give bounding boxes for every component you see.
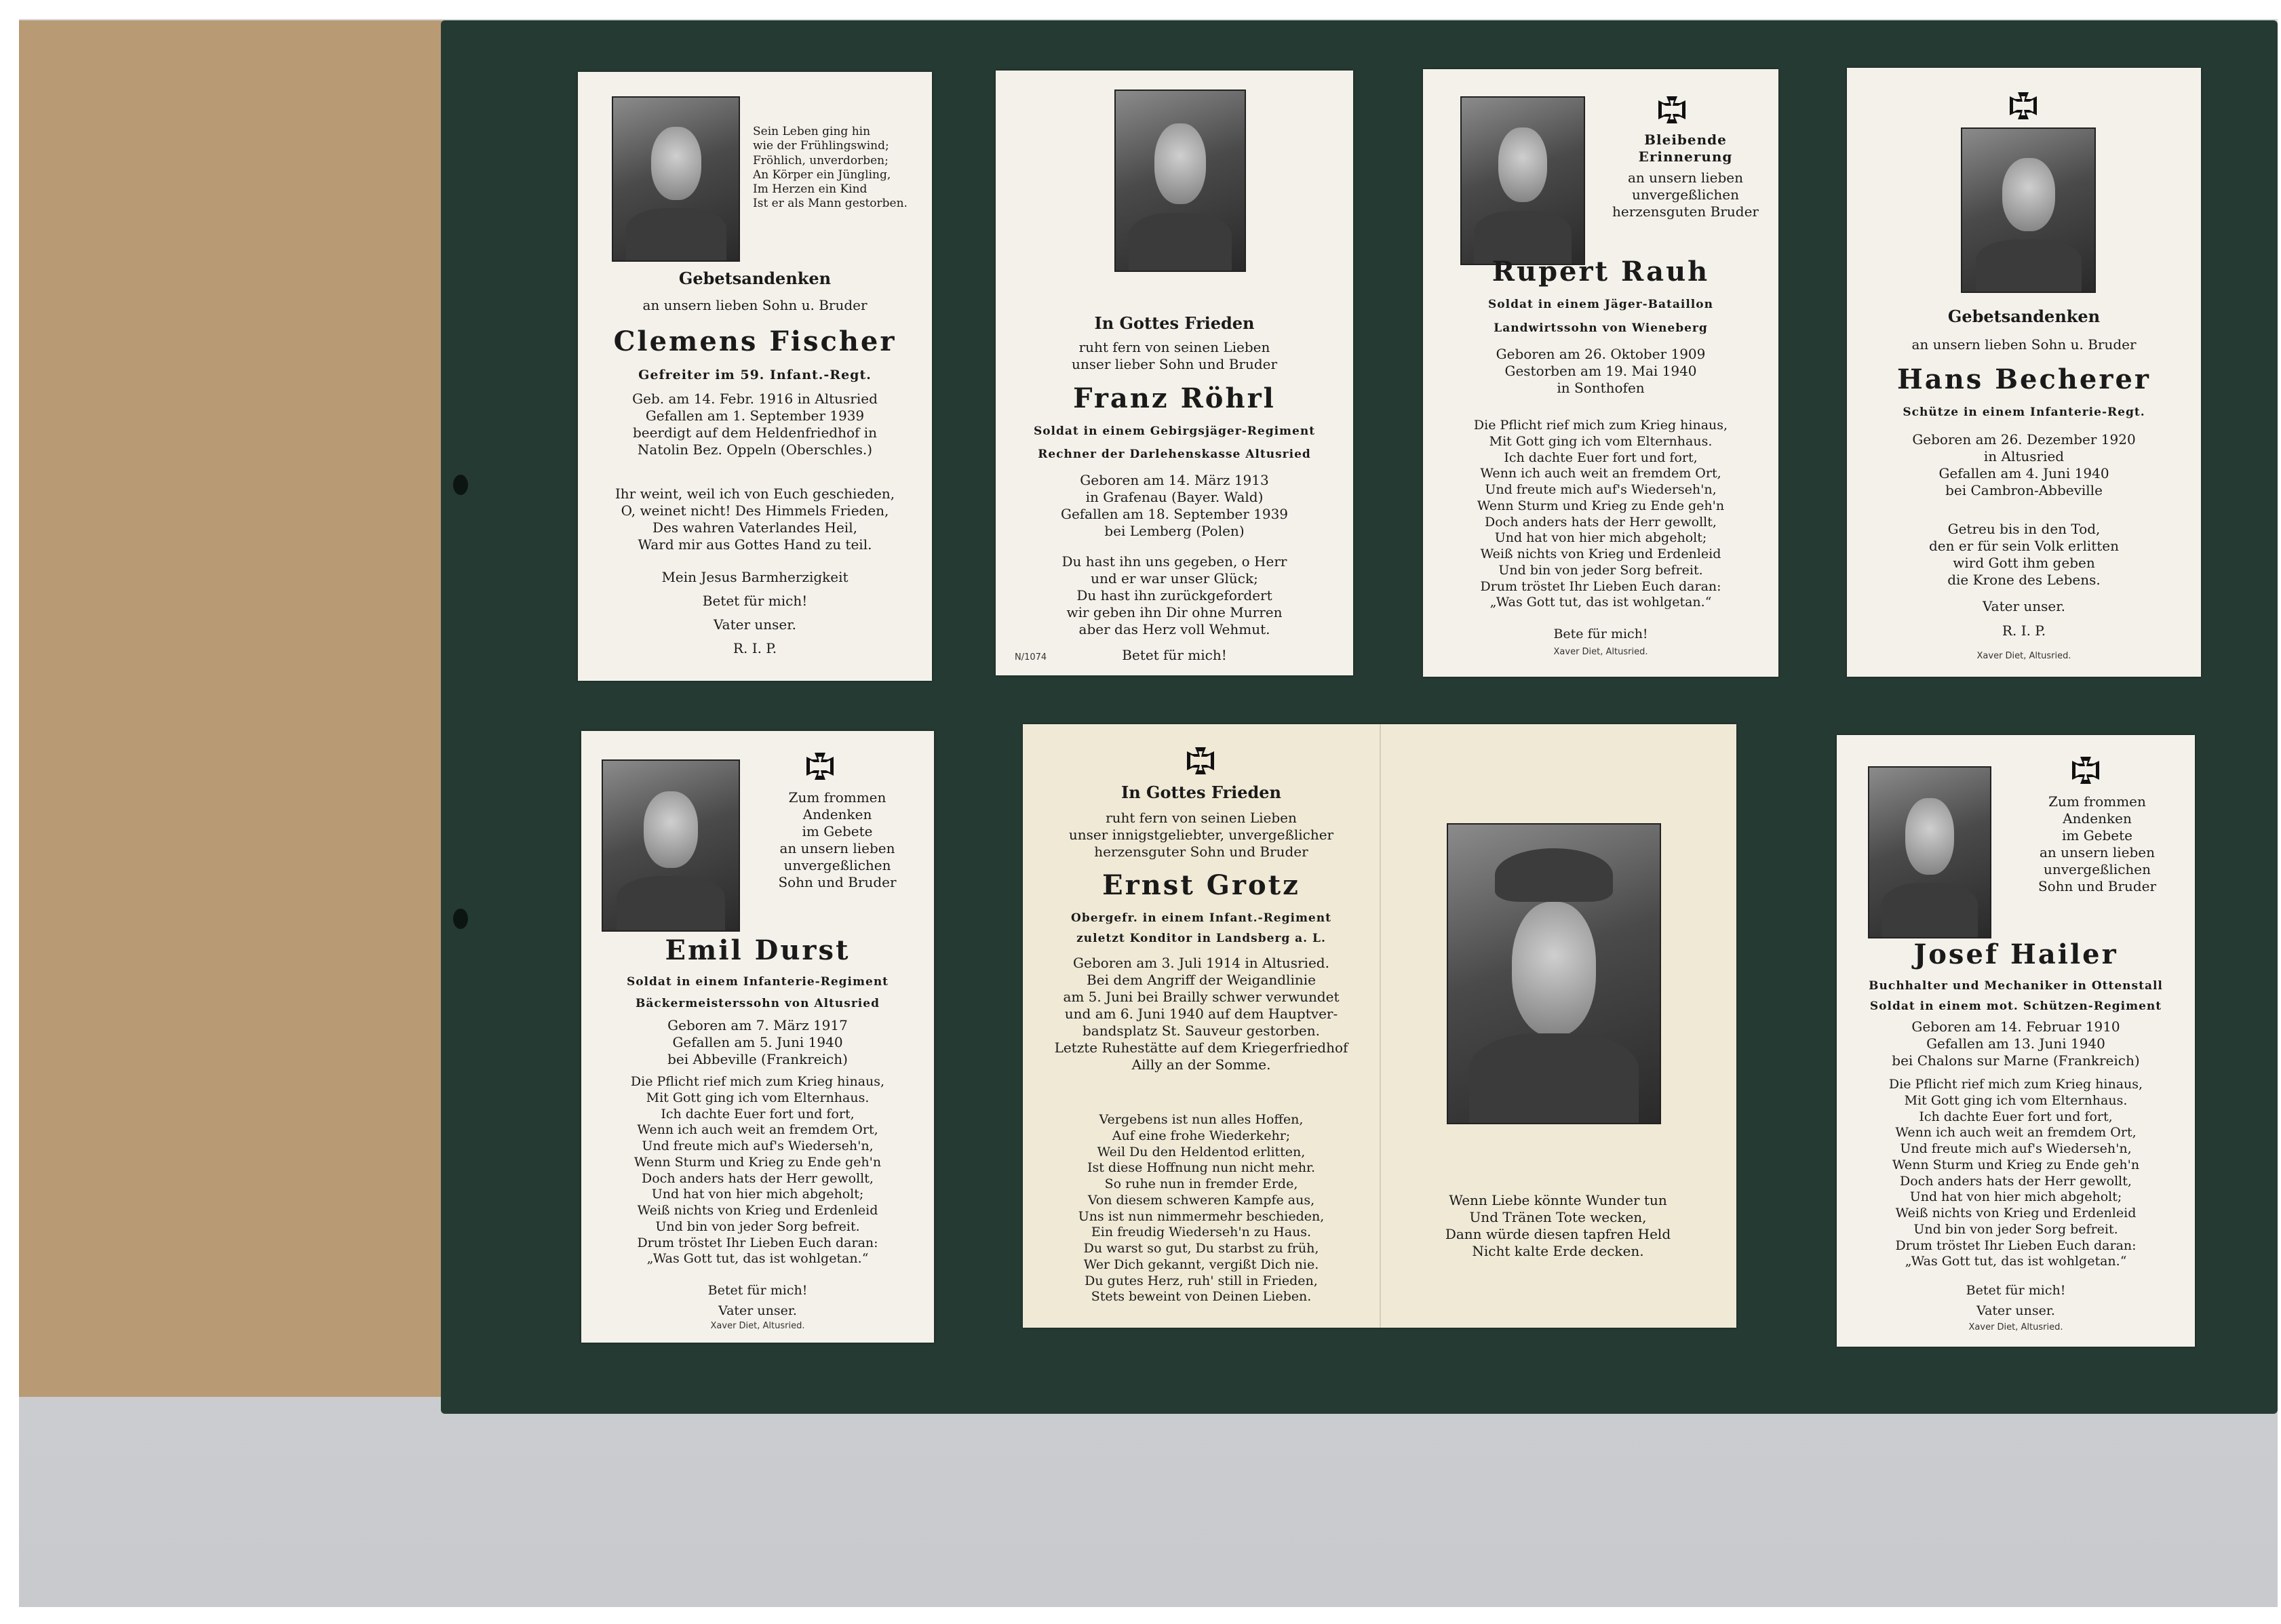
verse-line: Drum tröstet Ihr Lieben Euch daran: (637, 1235, 878, 1250)
verse-line: Und bin von jeder Sorg befreit. (1913, 1221, 2118, 1237)
verse-right (1380, 1192, 1736, 1260)
heading (741, 789, 934, 891)
portrait-photo (1460, 96, 1585, 265)
rank: Obergefr. in einem Infant.-Regiment (1071, 911, 1331, 925)
detail-line: Ailly an der Somme. (1131, 1056, 1271, 1073)
detail-line: Natolin Bez. Oppeln (Oberschles.) (637, 441, 873, 458)
verse (996, 553, 1353, 638)
closing (581, 1280, 934, 1322)
heading: Gebetsandenken (1947, 306, 2101, 326)
printer: Xaver Diet, Altusried. (1968, 1322, 2063, 1332)
deceased-name: Ernst Grotz (1102, 869, 1300, 901)
detail-line: bei Abbeville (Frankreich) (667, 1051, 848, 1067)
rank: Soldat in einem Infanterie-Regiment (626, 975, 889, 989)
heading-line: im Gebete (2061, 827, 2133, 844)
life-details (1423, 346, 1778, 397)
detail-line: Geboren am 14. Februar 1910 (1911, 1018, 2120, 1035)
verse-line: Ein freudig Wiederseh'n zu Haus. (1091, 1225, 1312, 1240)
verse-line: Ist diese Hoffnung nun nicht mehr. (1087, 1160, 1316, 1176)
detail-line: bei Cambron-Abbeville (1945, 482, 2103, 498)
closing-line: Bete für mich! (1553, 627, 1648, 641)
binder-hole-top (453, 475, 468, 495)
heading-line: Bleibende (1644, 132, 1727, 148)
verse-line: wird Gott ihm geben (1953, 555, 2095, 571)
dedication-line: unser lieber Sohn und Bruder (1071, 356, 1278, 372)
deceased-name: Emil Durst (665, 934, 851, 966)
verse-line: Nicht kalte Erde decken. (1472, 1243, 1644, 1259)
verse-line: Ihr weint, weil ich von Euch geschieden, (615, 486, 895, 502)
heading-line: Sohn und Bruder (778, 874, 897, 890)
verse-line: Mit Gott ging ich vom Elternhaus. (1489, 433, 1713, 449)
verse (1423, 418, 1778, 611)
heading-line: Zum frommen (788, 789, 886, 806)
deceased-name: Josef Hailer (1913, 938, 2118, 970)
verse-line: O, weinet nicht! Des Himmels Frieden, (621, 502, 889, 519)
heading (1593, 132, 1778, 165)
verse-line: Uns ist nun nimmermehr beschieden, (1078, 1208, 1325, 1224)
verse-line: Doch anders hats der Herr gewollt, (1485, 514, 1717, 530)
binder-hole-bottom (453, 909, 468, 929)
rank: Soldat in einem Gebirgsjäger-Regiment (1033, 424, 1316, 438)
iron-cross-icon (1657, 95, 1687, 125)
verse-line: Und bin von jeder Sorg befreit. (1498, 562, 1703, 578)
detail-line: Bei dem Angriff der Weigandlinie (1087, 972, 1316, 988)
detail-line: und am 6. Juni 1940 auf dem Hauptver- (1064, 1006, 1338, 1022)
dedication-line: ruht fern von seinen Lieben (1106, 810, 1297, 826)
verse-line: aber das Herz voll Wehmut. (1078, 621, 1270, 637)
memorial-card-hailer (1837, 735, 2195, 1347)
verse (578, 486, 932, 553)
verse-line: Wer Dich gekannt, vergißt Dich nie. (1083, 1256, 1319, 1272)
verse-line: Dann würde diesen tapfren Held (1445, 1226, 1671, 1242)
heading (2000, 793, 2195, 895)
verse-line: Stets beweint von Deinen Lieben. (1091, 1289, 1312, 1305)
memorial-card-fischer (578, 72, 932, 681)
verse-line: Die Pflicht rief mich zum Krieg hinaus, (630, 1074, 885, 1089)
verse-line: Ich dachte Euer fort und fort, (661, 1106, 855, 1122)
verse-line: Ich dachte Euer fort und fort, (1919, 1109, 2113, 1124)
dedication: an unsern lieben Sohn u. Bruder (642, 297, 867, 313)
verse-line: Und freute mich auf's Wiederseh'n, (642, 1138, 874, 1153)
verse-line: Wenn Sturm und Krieg zu Ende geh'n (1477, 498, 1725, 513)
heading-line: Zum frommen (2048, 793, 2146, 810)
memorial-card-roehrl (996, 71, 1353, 675)
memorial-card-becherer (1847, 68, 2201, 677)
closing (996, 647, 1353, 663)
verse-line: die Krone des Lebens. (1947, 572, 2101, 588)
portrait-photo (602, 759, 740, 932)
detail-line: bei Lemberg (Polen) (1104, 523, 1245, 539)
verse (581, 1074, 934, 1267)
verse-line: Die Pflicht rief mich zum Krieg hinaus, (1888, 1077, 2143, 1092)
verse-line: Du hast ihn uns gegeben, o Herr (1061, 553, 1287, 570)
verse-line: Und Tränen Tote wecken, (1469, 1209, 1647, 1225)
closing-line: Vater unser. (1983, 598, 2065, 614)
verse-line: Und hat von hier mich abgeholt; (1909, 1189, 2122, 1205)
closing (1837, 1280, 2195, 1322)
life-details (1837, 1018, 2195, 1069)
heading-line: im Gebete (802, 823, 873, 839)
heading-line: an unsern lieben (779, 840, 895, 856)
verse-line: Mit Gott ging ich vom Elternhaus. (646, 1090, 870, 1105)
detail-line: in Grafenau (Bayer. Wald) (1085, 489, 1264, 505)
detail-line: Geboren am 26. Dezember 1920 (1912, 431, 2136, 448)
dedication-line: unvergeßlichen (1631, 186, 1740, 203)
verse-line: Doch anders hats der Herr gewollt, (1900, 1173, 2132, 1189)
poem-line: Im Herzen ein Kind (753, 182, 867, 196)
verse-line: Weiß nichts von Krieg und Erdenleid (637, 1203, 878, 1218)
deceased-name: Franz Röhrl (1073, 382, 1276, 414)
detail-line: Geboren am 26. Oktober 1909 (1496, 346, 1706, 362)
verse-line: Drum tröstet Ihr Lieben Euch daran: (1895, 1237, 2137, 1253)
verse-line: Ich dachte Euer fort und fort, (1504, 450, 1698, 465)
closing-line: Betet für mich! (707, 1283, 808, 1298)
verse (1023, 1112, 1380, 1305)
verse-line: Weil Du den Heldentod erlitten, (1097, 1144, 1306, 1160)
closing-line: Betet für mich! (1966, 1283, 2066, 1298)
occupation: Bäckermeisterssohn von Altusried (636, 997, 880, 1010)
occupation: Landwirtssohn von Wieneberg (1494, 321, 1708, 335)
rank: Soldat in einem Jäger-Bataillon (1488, 298, 1713, 311)
verse-line: Weiß nichts von Krieg und Erdenleid (1480, 547, 1721, 561)
occupation: Rechner der Darlehenskasse Altusried (1038, 448, 1311, 461)
heading-line: unvergeßlichen (2043, 861, 2151, 877)
iron-cross-icon (2008, 91, 2038, 121)
portrait-photo (1114, 90, 1246, 272)
detail-line: bei Chalons sur Marne (Frankreich) (1892, 1052, 2140, 1069)
detail-line: Geb. am 14. Febr. 1916 in Altusried (632, 391, 878, 407)
verse-line: Die Pflicht rief mich zum Krieg hinaus, (1473, 418, 1728, 433)
verse-line: Von diesem schweren Kampfe aus, (1087, 1192, 1315, 1208)
detail-line: Letzte Ruhestätte auf dem Kriegerfriedhof (1054, 1039, 1348, 1056)
verse-line: Und bin von jeder Sorg befreit. (655, 1219, 860, 1234)
life-details (1847, 431, 2201, 499)
poem-line: wie der Frühlingswind; (753, 139, 889, 153)
deceased-name: Rupert Rauh (1492, 256, 1710, 288)
life-details (996, 472, 1353, 540)
life-details (1023, 955, 1380, 1073)
dedication-line: unser innigstgeliebter, unvergeßlicher (1068, 827, 1334, 843)
heading-line: Sohn und Bruder (2038, 878, 2157, 894)
poem-line: Ist er als Mann gestorben. (753, 197, 908, 211)
detail-line: Gefallen am 5. Juni 1940 (672, 1034, 843, 1050)
closing-line: Betet für mich! (702, 593, 808, 609)
verse-line: Wenn ich auch weit an fremdem Ort, (637, 1122, 878, 1138)
heading-line: an unsern lieben (2040, 844, 2155, 860)
heading: In Gottes Frieden (1121, 783, 1281, 802)
closing-line: Vater unser. (714, 616, 796, 633)
verse-line: Wenn Sturm und Krieg zu Ende geh'n (633, 1154, 882, 1170)
memorial-card-durst (581, 731, 934, 1343)
verse-line: Wenn ich auch weit an fremdem Ort, (1895, 1125, 2137, 1141)
verse-line: Vergebens ist nun alles Hoffen, (1099, 1112, 1304, 1127)
heading-line: Erinnerung (1638, 148, 1733, 165)
rank: Gefreiter im 59. Infant.-Regt. (638, 368, 872, 382)
verse-line: Und freute mich auf's Wiederseh'n, (1900, 1141, 2132, 1156)
verse-line: Und hat von hier mich abgeholt; (651, 1187, 864, 1202)
closing-line: R. I. P. (733, 640, 777, 656)
verse-line: Doch anders hats der Herr gewollt, (642, 1170, 874, 1186)
iron-cross-icon (2071, 755, 2101, 785)
closing (578, 566, 932, 660)
closing-line: Betet für mich! (1122, 647, 1227, 663)
verse (1847, 521, 2201, 589)
verse-line: Du warst so gut, Du starbst zu früh, (1083, 1241, 1319, 1256)
life-details (578, 391, 932, 458)
verse-line: Weiß nichts von Krieg und Erdenleid (1895, 1206, 2137, 1221)
verse-line: Wenn Liebe könnte Wunder tun (1449, 1192, 1667, 1208)
detail-line: in Altusried (1983, 448, 2065, 464)
heading-line: Andenken (2063, 810, 2132, 827)
dedication-line: herzensguten Bruder (1612, 203, 1759, 220)
closing-line: Mein Jesus Barmherzigkeit (661, 569, 849, 585)
printer: Xaver Diet, Altusried. (1553, 647, 1648, 657)
detail-line: Geboren am 3. Juli 1914 in Altusried. (1073, 955, 1329, 971)
deceased-name: Hans Becherer (1897, 363, 2151, 395)
heading-line: Andenken (802, 806, 872, 823)
verse-line: Und freute mich auf's Wiederseh'n, (1485, 482, 1717, 497)
verse-line: Und hat von hier mich abgeholt; (1494, 530, 1707, 546)
verse-line: „Was Gott tut, das ist wohlgetan.“ (1489, 595, 1712, 610)
verse-line: den er für sein Volk erlitten (1928, 538, 2120, 554)
detail-line: bandsplatz St. Sauveur gestorben. (1082, 1023, 1321, 1039)
print-code: N/1074 (1015, 652, 1047, 662)
verse-line: wir geben ihn Dir ohne Murren (1066, 604, 1283, 620)
poem-top (753, 125, 925, 212)
life-details (581, 1017, 934, 1068)
verse (1837, 1077, 2195, 1270)
portrait-photo (1868, 766, 1991, 938)
heading: In Gottes Frieden (1094, 313, 1255, 333)
detail-line: am 5. Juni bei Brailly schwer verwundet (1063, 989, 1340, 1005)
memorial-card-grotz (1023, 724, 1736, 1328)
verse-line: Des wahren Vaterlandes Heil, (652, 519, 857, 536)
closing (1423, 627, 1778, 641)
detail-line: Gefallen am 1. September 1939 (645, 408, 865, 424)
verse-line: Drum tröstet Ihr Lieben Euch daran: (1480, 578, 1721, 594)
dedication (996, 339, 1353, 373)
iron-cross-icon (1186, 746, 1215, 776)
verse-line: Ward mir aus Gottes Hand zu teil. (638, 536, 872, 553)
poem-line: Fröhlich, unverdorben; (753, 153, 889, 167)
detail-line: Gefallen am 4. Juni 1940 (1938, 465, 2109, 481)
dedication-line: an unsern lieben (1628, 170, 1743, 186)
verse-line: Mit Gott ging ich vom Elternhaus. (1904, 1092, 2128, 1108)
heading-line: unvergeßlichen (783, 857, 891, 873)
iron-cross-icon (805, 751, 835, 781)
detail-line: in Sonthofen (1557, 380, 1645, 396)
deceased-name: Clemens Fischer (613, 325, 897, 357)
rank: Buchhalter und Mechaniker in Ottenstall (1869, 979, 2163, 993)
detail-line: Geboren am 7. März 1917 (667, 1017, 848, 1033)
verse-line: „Was Gott tut, das ist wohlgetan.“ (646, 1251, 869, 1267)
rank: Schütze in einem Infanterie-Regt. (1903, 405, 2145, 419)
detail-line: beerdigt auf dem Heldenfriedhof in (632, 424, 878, 441)
detail-line: Gefallen am 13. Juni 1940 (1926, 1035, 2105, 1052)
occupation: Soldat in einem mot. Schützen-Regiment (1869, 999, 2162, 1013)
closing-line: R. I. P. (2002, 622, 2046, 639)
closing-line: Vater unser. (1976, 1303, 2055, 1319)
verse-line: „Was Gott tut, das ist wohlgetan.“ (1905, 1254, 2127, 1269)
portrait-photo (612, 96, 740, 262)
poem-line: An Körper ein Jüngling, (753, 167, 891, 182)
poem-line: Sein Leben ging hin (753, 125, 871, 138)
detail-line: Geboren am 14. März 1913 (1080, 472, 1269, 488)
detail-line: Gestorben am 19. Mai 1940 (1504, 363, 1697, 379)
dedication: an unsern lieben Sohn u. Bruder (1911, 336, 2137, 353)
detail-line: Gefallen am 18. September 1939 (1060, 506, 1289, 522)
printer: Xaver Diet, Altusried. (710, 1321, 805, 1331)
occupation: zuletzt Konditor in Landsberg a. L. (1076, 932, 1326, 945)
dedication (1593, 170, 1778, 220)
verse-line: und er war unser Glück; (1091, 570, 1258, 587)
album-cover-board (19, 20, 455, 1397)
printer: Xaver Diet, Altusried. (1976, 651, 2071, 661)
closing-line: Vater unser. (718, 1303, 797, 1319)
closing (1847, 594, 2201, 643)
verse-line: Du gutes Herz, ruh' still in Frieden, (1085, 1273, 1318, 1288)
verse-line: Wenn ich auch weit an fremdem Ort, (1480, 466, 1721, 481)
verse-line: Auf eine frohe Wiederkehr; (1112, 1128, 1291, 1143)
verse-line: Getreu bis in den Tod, (1947, 521, 2101, 537)
dedication-line: ruht fern von seinen Lieben (1078, 339, 1270, 355)
dedication-line: herzensguter Sohn und Bruder (1094, 844, 1308, 860)
verse-line: Wenn Sturm und Krieg zu Ende geh'n (1892, 1157, 2140, 1172)
verse-line: Du hast ihn zurückgefordert (1076, 587, 1272, 603)
dedication (1023, 810, 1380, 860)
verse-line: So ruhe nun in fremder Erde, (1104, 1176, 1298, 1191)
memorial-card-rauh (1423, 69, 1778, 677)
heading: Gebetsandenken (678, 269, 832, 288)
portrait-photo (1447, 823, 1661, 1124)
portrait-photo (1961, 127, 2096, 293)
